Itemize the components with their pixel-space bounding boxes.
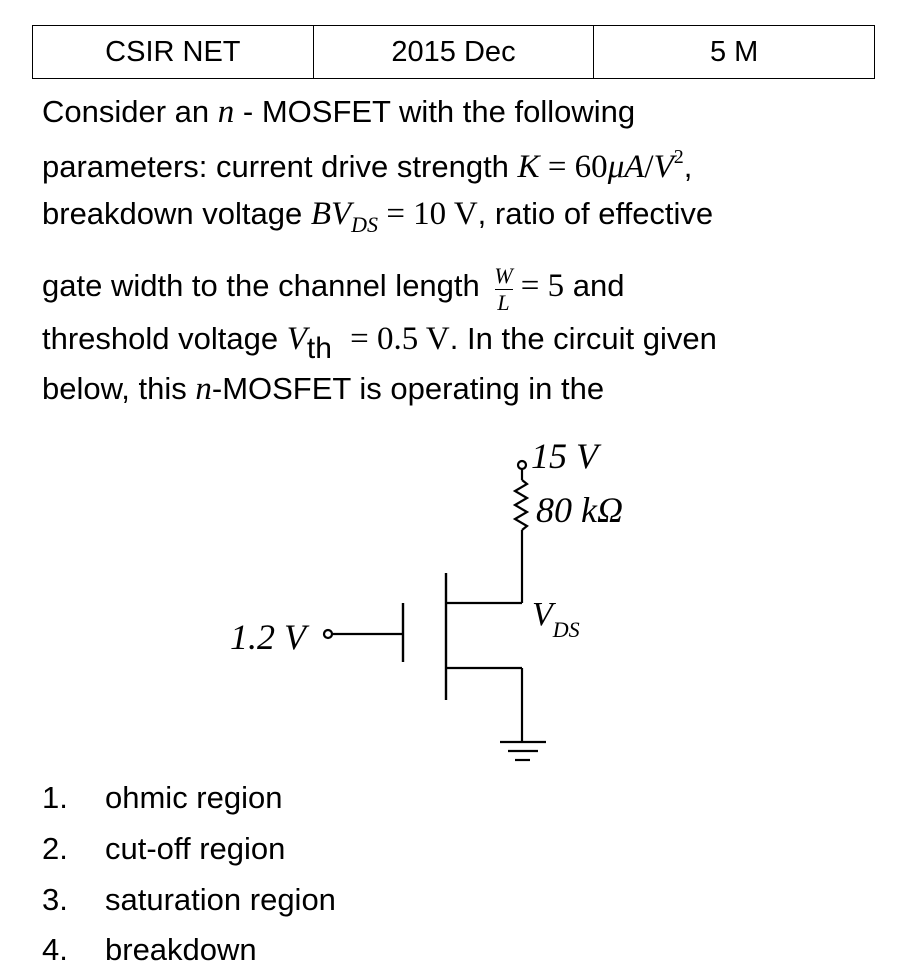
text-run: gate width to the channel length [42, 268, 489, 303]
question-line-6 [42, 373, 604, 406]
option-number: 1. [42, 780, 68, 815]
question-line-4 [42, 264, 624, 315]
supply-label: 15 V [531, 436, 598, 476]
resistor-label: 80 kΩ [536, 490, 624, 530]
fraction-denominator: L [497, 290, 510, 315]
option-text: breakdown [105, 932, 257, 967]
option-text: saturation region [105, 882, 336, 917]
math-slash: / [644, 149, 654, 185]
math-BV: BV [310, 196, 352, 232]
text-run: , ratio of effective [477, 196, 714, 231]
gate-voltage-label: 1.2 V [230, 617, 306, 657]
text-run: - MOSFET with the following [234, 94, 636, 129]
text-run: -MOSFET is operating in the [211, 371, 605, 406]
resistor [515, 480, 527, 530]
option-3[interactable] [42, 882, 336, 918]
option-number: 4. [42, 932, 68, 967]
header-table [32, 25, 875, 79]
vds-label [532, 596, 580, 642]
math-unit: μA [607, 149, 645, 185]
marks-cell: 5 M [593, 26, 874, 78]
text-run: , [683, 149, 693, 184]
vds-label-v: V [532, 596, 553, 633]
math-subscript: th [306, 332, 332, 365]
fraction-numerator: W [494, 263, 513, 288]
option-text: cut-off region [105, 831, 286, 866]
math-n: n [195, 371, 212, 407]
question-line-3 [42, 198, 713, 236]
option-number: 2. [42, 831, 68, 866]
math-K: K [517, 149, 540, 185]
mosfet-circuit-diagram [0, 420, 907, 780]
text-run: below, this [42, 371, 196, 406]
exam-cell: CSIR NET [105, 35, 241, 68]
question-line-1 [42, 96, 635, 129]
math-eq: = 5 [520, 268, 565, 304]
math-V: V [286, 321, 307, 357]
text-run: parameters: current drive strength [42, 149, 518, 184]
math-V: V [653, 149, 674, 185]
option-4[interactable] [42, 932, 257, 968]
option-text: ohmic region [105, 780, 283, 815]
option-number: 3. [42, 882, 68, 917]
option-2[interactable] [42, 831, 285, 867]
text-run: threshold voltage [42, 321, 287, 356]
text-run: and [564, 268, 625, 303]
option-1[interactable] [42, 780, 282, 816]
gate-terminal [324, 630, 332, 638]
math-eq: = 10 V [378, 196, 478, 232]
text-run: breakdown voltage [42, 196, 311, 231]
math-exponent: 2 [673, 146, 684, 168]
fraction-w-over-l [494, 264, 512, 315]
question-line-2 [42, 147, 692, 184]
math-n: n [217, 94, 235, 130]
math-eq: = 60 [539, 149, 608, 185]
text-run: Consider an [42, 94, 218, 129]
math-subscript: DS [351, 212, 379, 237]
question-line-5 [42, 323, 717, 364]
math-eq: = 0.5 V [341, 321, 450, 357]
session-cell: 2015 Dec [313, 26, 594, 78]
text-run: . In the circuit given [449, 321, 717, 356]
supply-terminal [518, 461, 526, 469]
vds-label-sub: DS [552, 617, 580, 642]
